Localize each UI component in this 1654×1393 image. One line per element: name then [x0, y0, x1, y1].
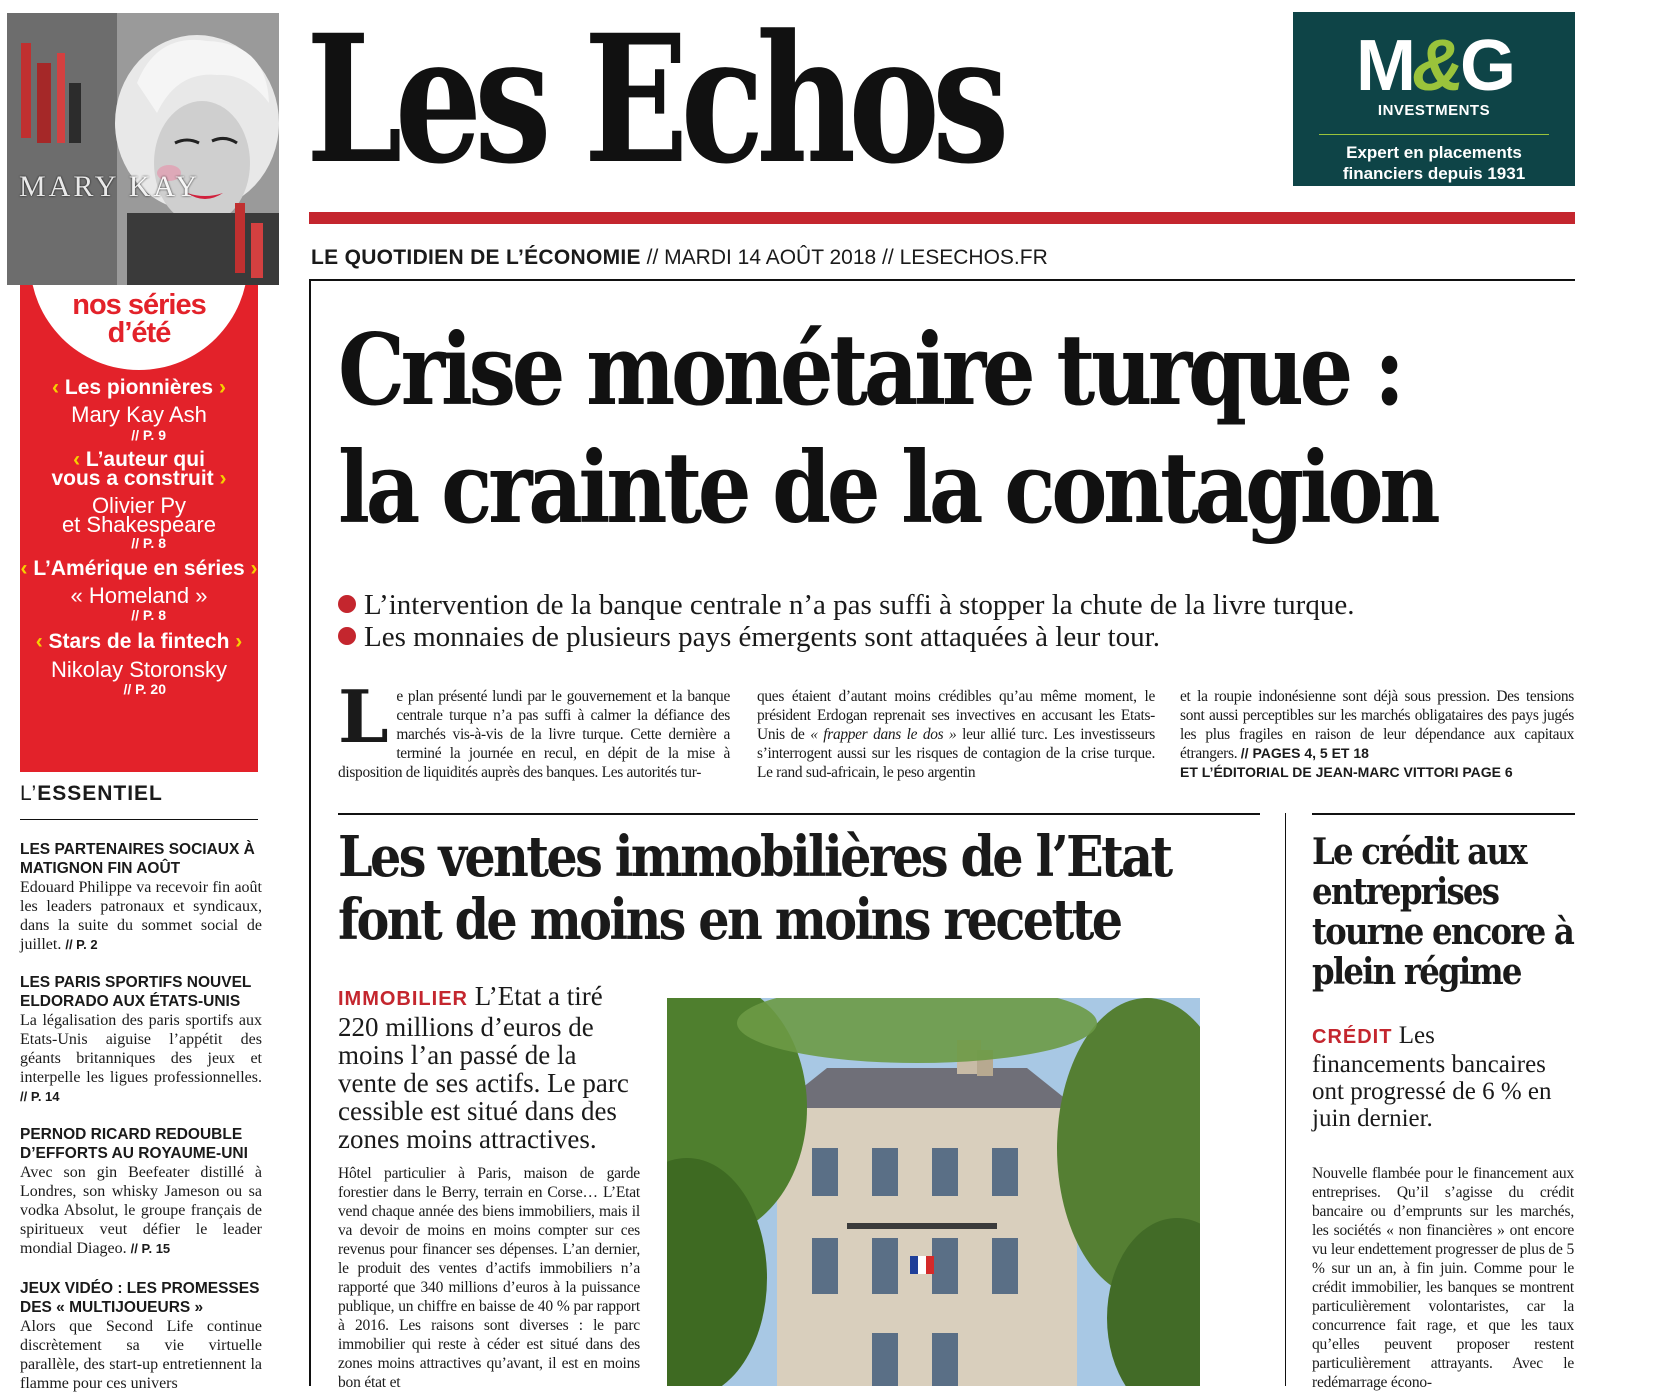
mg-tagline: Expert en placements financiers depuis 1931	[1342, 143, 1526, 183]
mg-subtitle: INVESTMENTS	[1377, 102, 1491, 119]
mg-investments-ad[interactable]	[1293, 12, 1575, 186]
red-bullet-icon	[338, 595, 356, 613]
story2-kicker: IMMOBILIER	[338, 988, 468, 1010]
masthead-logo[interactable]: Les Echos	[306, 0, 1002, 203]
editorial-ref[interactable]: ET L’ÉDITORIAL DE JEAN-MARC VITTORI PAGE 6	[1180, 764, 1513, 780]
site-link[interactable]: LESECHOS.FR	[899, 246, 1048, 269]
main-lead-column-1: Le plan présenté lundi par le gouvernement et la banque centrale turque n’a pas suffi à calmer la défiance des marchés vis-à-vis de la livre turque. Cette dernière a terminé la journée en recul, en dépit de la mise à disposition de liquidités auprès des banques. Les autorités tur-	[338, 674, 730, 781]
story2-body: Hôtel particulier à Paris, maison de garde forestier dans le Berry, terrain en Corse… L’Etat vend chaque année des biens immobiliers, mais il va devoir de moins en moins compter sur ces revenus pour financer ses dépenses. L’an dernier, le produit des ventes d’actifs immobiliers n’a rapporté que 340 millions d’euros à la puissance publique, un chiffre en baisse de 40 % par rapport à 2016. Les raisons sont diverses : le parc immobilier qui reste à céder est situé dans des zones moins attractives qu’avant, il est en moins bon état et	[338, 1165, 640, 1391]
essentiel-item-paris-sportifs[interactable]: LES PARIS SPORTIFS NOUVEL ELDORADO AUX ÉTATS-UNIS La légalisation des paris sportifs aux Etats-Unis aiguise l’appétit des géants britanniques des jeux et interpelle les ligues professionnelles. // P. 14	[20, 974, 262, 1104]
issue-date: MARDI 14 AOÛT 2018	[664, 246, 877, 269]
essentiel-item-partenaires[interactable]: LES PARTENAIRES SOCIAUX À MATIGNON FIN AOÛT Edouard Philippe va recevoir fin août les leaders patronaux et syndicaux, dans la suite du sommet social de juillet. // P. 2	[20, 841, 262, 953]
story3-kicker: CRÉDIT	[1312, 1026, 1393, 1048]
summer-series-box: nos séries d’été ‹ Les pionnières › Mary Kay Ash // P. 9 ‹ L’auteur qui vous a construit › Olivier Py et Shakespeare // P. 8 ‹ L’Amérique en séries › « Homeland » // P. 8 ‹ Stars de la fintech › Nikolay Storonsky // P. 20	[20, 285, 258, 772]
main-lead-column-2: ques étaient d’autant moins crédibles qu’au même moment, le président Erdogan reprenait ses invectives en accusant les Etats-Unis de « frapper dans le dos » leur allié turc. Les investisseurs s’interrogent aussi sur les risques de contagion de la crise turque. Le rand sud-africain, le peso argentin	[757, 688, 1155, 781]
story2-standfirst: IMMOBILIER L’Etat a tiré 220 millions d’euros de moins l’an passé de la vente de ses actifs. Le parc cessible est situé dans des zones moins attractives.	[338, 981, 629, 1154]
mg-logo: M&G	[1356, 26, 1512, 106]
paper-tagline: LE QUOTIDIEN DE L’ÉCONOMIE	[311, 246, 641, 269]
mg-divider	[1319, 134, 1549, 135]
essentiel-item-jeux-video[interactable]: JEUX VIDÉO : LES PROMESSES DES « MULTIJOUEURS » Alors que Second Life continue discrètement sa vie virtuelle parallèle, des start-up entretiennent la flamme pour ces univers	[20, 1280, 262, 1392]
summer-series-badge: nos séries d’été	[30, 285, 248, 370]
main-lead-column-3: et la roupie indonésienne sont déjà sous pression. Des tensions sont aussi perceptibles sur les marchés obligataires des pays jugés les plus fragiles en raison de leur dépendance aux capitaux étrangers. // PAGES 4, 5 ET 18 ET L’ÉDITORIAL DE JEAN-MARC VITTORI PAGE 6	[1180, 688, 1574, 780]
main-frame-top-rule	[309, 279, 1575, 281]
building-photo-illustration	[667, 998, 1200, 1386]
story2-top-rule	[338, 813, 1260, 815]
main-frame-left-rule	[309, 279, 311, 1386]
story3-body: Nouvelle flambée pour le financement aux entreprises. Qu’il s’agisse du crédit bancaire ou d’emprunts sur les marchés, les sociétés « non financières » ont encore vu leur endettement progresser de plus de 5 % sur un an, à fin juin. Comme pour le crédit immobilier, les banques se montrent particulièrement volontaristes, car la concurrence fait rage, et que les taux qu’elles peuvent proposer restent particulièrement attrayants. Avec le redémarrage écono-	[1312, 1165, 1574, 1391]
mary-kay-ad-image[interactable]	[7, 13, 279, 285]
mary-kay-brand-text: MARY KAY	[19, 170, 200, 203]
story3-headline[interactable]: Le crédit aux entreprises tourne encore à plein régime	[1312, 831, 1574, 993]
story3-top-rule	[1312, 813, 1575, 815]
essentiel-title: L’ESSENTIEL	[20, 782, 163, 805]
essentiel-item-pernod[interactable]: PERNOD RICARD REDOUBLE D’EFFORTS AU ROYAUME-UNI Avec son gin Beefeater distillé à Londres, son whisky Jameson ou sa vodka Absolut, le groupe français de spiritueux veut défier le leader mondial Diageo. // P. 15	[20, 1126, 262, 1257]
story2-headline[interactable]: Les ventes immobilières de l’Etat font de moins en moins recette	[338, 824, 1171, 953]
mary-kay-portrait-illustration	[7, 13, 279, 285]
story3-column-divider	[1285, 813, 1286, 1386]
hotel-particulier-photo[interactable]	[667, 998, 1200, 1386]
main-summary-bullet-1: L’intervention de la banque centrale n’a pas suffi à stopper la chute de la livre turque.	[338, 589, 1354, 621]
red-bullet-icon	[338, 627, 356, 645]
story3-standfirst: CRÉDIT Les financements bancaires ont progressé de 6 % en juin dernier.	[1312, 1022, 1552, 1132]
main-headline[interactable]: Crise monétaire turque : la crainte de la contagion	[338, 313, 1437, 546]
main-pages-ref[interactable]: // PAGES 4, 5 ET 18	[1240, 745, 1369, 761]
masthead-red-rule	[309, 212, 1575, 224]
essentiel-rule	[20, 819, 258, 820]
main-summary-bullet-2: Les monnaies de plusieurs pays émergents sont attaquées à leur tour.	[338, 621, 1160, 653]
dropcap: L	[338, 674, 389, 759]
dateline: LE QUOTIDIEN DE L’ÉCONOMIE // MARDI 14 AOÛT 2018 // LESECHOS.FR	[311, 246, 1048, 269]
